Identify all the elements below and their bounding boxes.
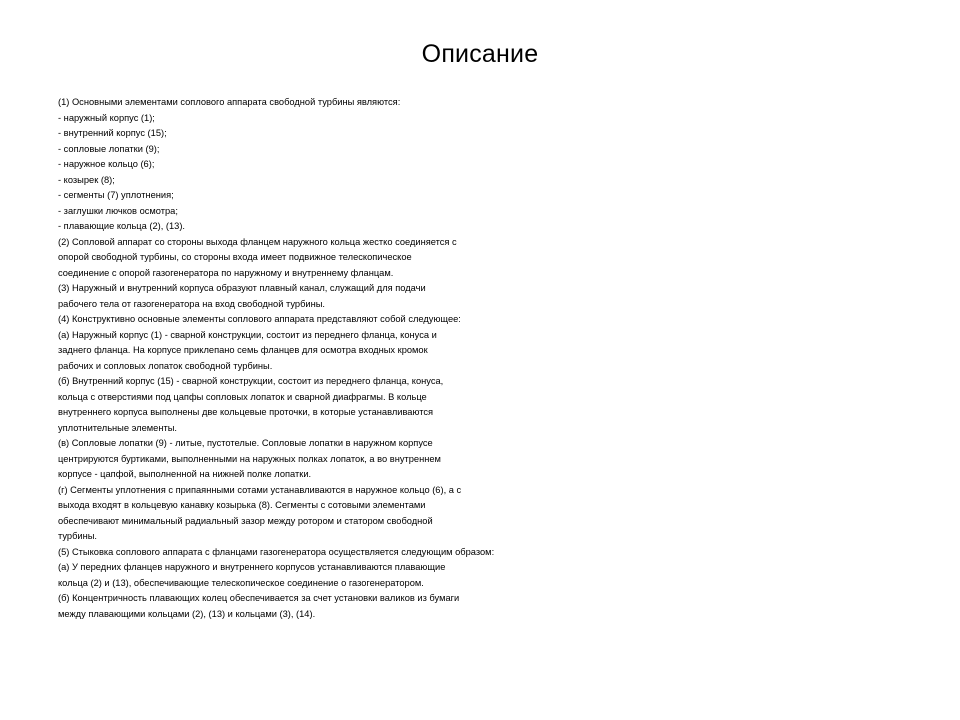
page-title: Описание	[421, 40, 539, 68]
text-line: (б) Концентричность плавающих колец обеспечивается за счет установки валиков из бумаги	[58, 593, 460, 603]
text-line: (2) Сопловой аппарат со стороны выхода фланцем наружного кольца жестко соединяется с	[58, 236, 457, 247]
text-line: обеспечивают минимальный радиальный зазор между ротором и статором свободной	[58, 515, 433, 526]
description-text	[58, 95, 558, 622]
text-line: - сопловые лопатки (9);	[58, 143, 160, 154]
text-line: (г) Сегменты уплотнения с припаянными сотами устанавливаются в наружное кольцо (6), а с	[58, 484, 462, 495]
text-line: рабочего тела от газогенератора на вход свободной турбины.	[58, 298, 326, 309]
text-line: - наружный корпус (1);	[58, 112, 155, 123]
text-line: - заглушки лючков осмотра;	[58, 205, 178, 216]
text-line: центрируются буртиками, выполненными на наружных полках лопаток, а во внутреннем	[58, 453, 441, 464]
text-line: заднего фланца. На корпусе приклепано семь фланцев для осмотра входных кромок	[58, 345, 428, 355]
text-line: уплотнительные элементы.	[58, 422, 177, 433]
text-line: - плавающие кольца (2), (13).	[58, 221, 186, 231]
text-line: (в) Сопловые лопатки (9) - литые, пустотелые. Сопловые лопатки в наружном корпусе	[58, 438, 433, 448]
text-line: корпусе - цапфой, выполненной на нижней полке лопатки.	[58, 469, 312, 479]
text-line: (а) У передних фланцев наружного и внутреннего корпусов устанавливаются плавающие	[58, 562, 446, 572]
text-line: выхода входят в кольцевую канавку козырька (8). Сегменты с сотовыми элементами	[58, 500, 426, 510]
text-line: (б) Внутренний корпус (15) - сварной конструкции, состоит из переднего фланца, конуса,	[58, 376, 444, 386]
text-line: (а) Наружный корпус (1) - сварной конструкции, состоит из переднего фланца, конуса и	[58, 329, 437, 340]
text-line: внутреннего корпуса выполнены две кольцевые проточки, в которые устанавливаются	[58, 407, 434, 417]
text-line: - внутренний корпус (15);	[58, 128, 167, 138]
text-line: (4) Конструктивно основные элементы соплового аппарата представляют собой следующее:	[58, 314, 461, 324]
text-line: (3) Наружный и внутренний корпуса образуют плавный канал, служащий для подачи	[58, 283, 426, 293]
text-line: (1) Основными элементами соплового аппарата свободной турбины являются:	[58, 97, 401, 107]
text-line: между плавающими кольцами (2), (13) и кольцами (3), (14).	[58, 608, 316, 619]
text-line: - наружное кольцо (6);	[58, 159, 155, 169]
text-line: опорой свободной турбины, со стороны входа имеет подвижное телескопическое	[58, 252, 412, 262]
text-line: - козырек (8);	[58, 174, 115, 185]
text-line: соединение с опорой газогенератора по наружному и внутреннему фланцам.	[58, 267, 394, 278]
text-line: кольца (2) и (13), обеспечивающие телескопическое соединение о газогенератором.	[58, 577, 424, 588]
text-line: рабочих и сопловых лопаток свободной турбины.	[58, 360, 273, 371]
text-line: турбины.	[58, 531, 97, 541]
text-line: (5) Стыковка соплового аппарата с фланцами газогенератора осуществляется следующим образом:	[58, 546, 495, 557]
text-line: кольца с отверстиями под цапфы сопловых лопаток и сварной диафрагмы. В кольце	[58, 391, 427, 402]
text-line: - сегменты (7) уплотнения;	[58, 190, 174, 200]
